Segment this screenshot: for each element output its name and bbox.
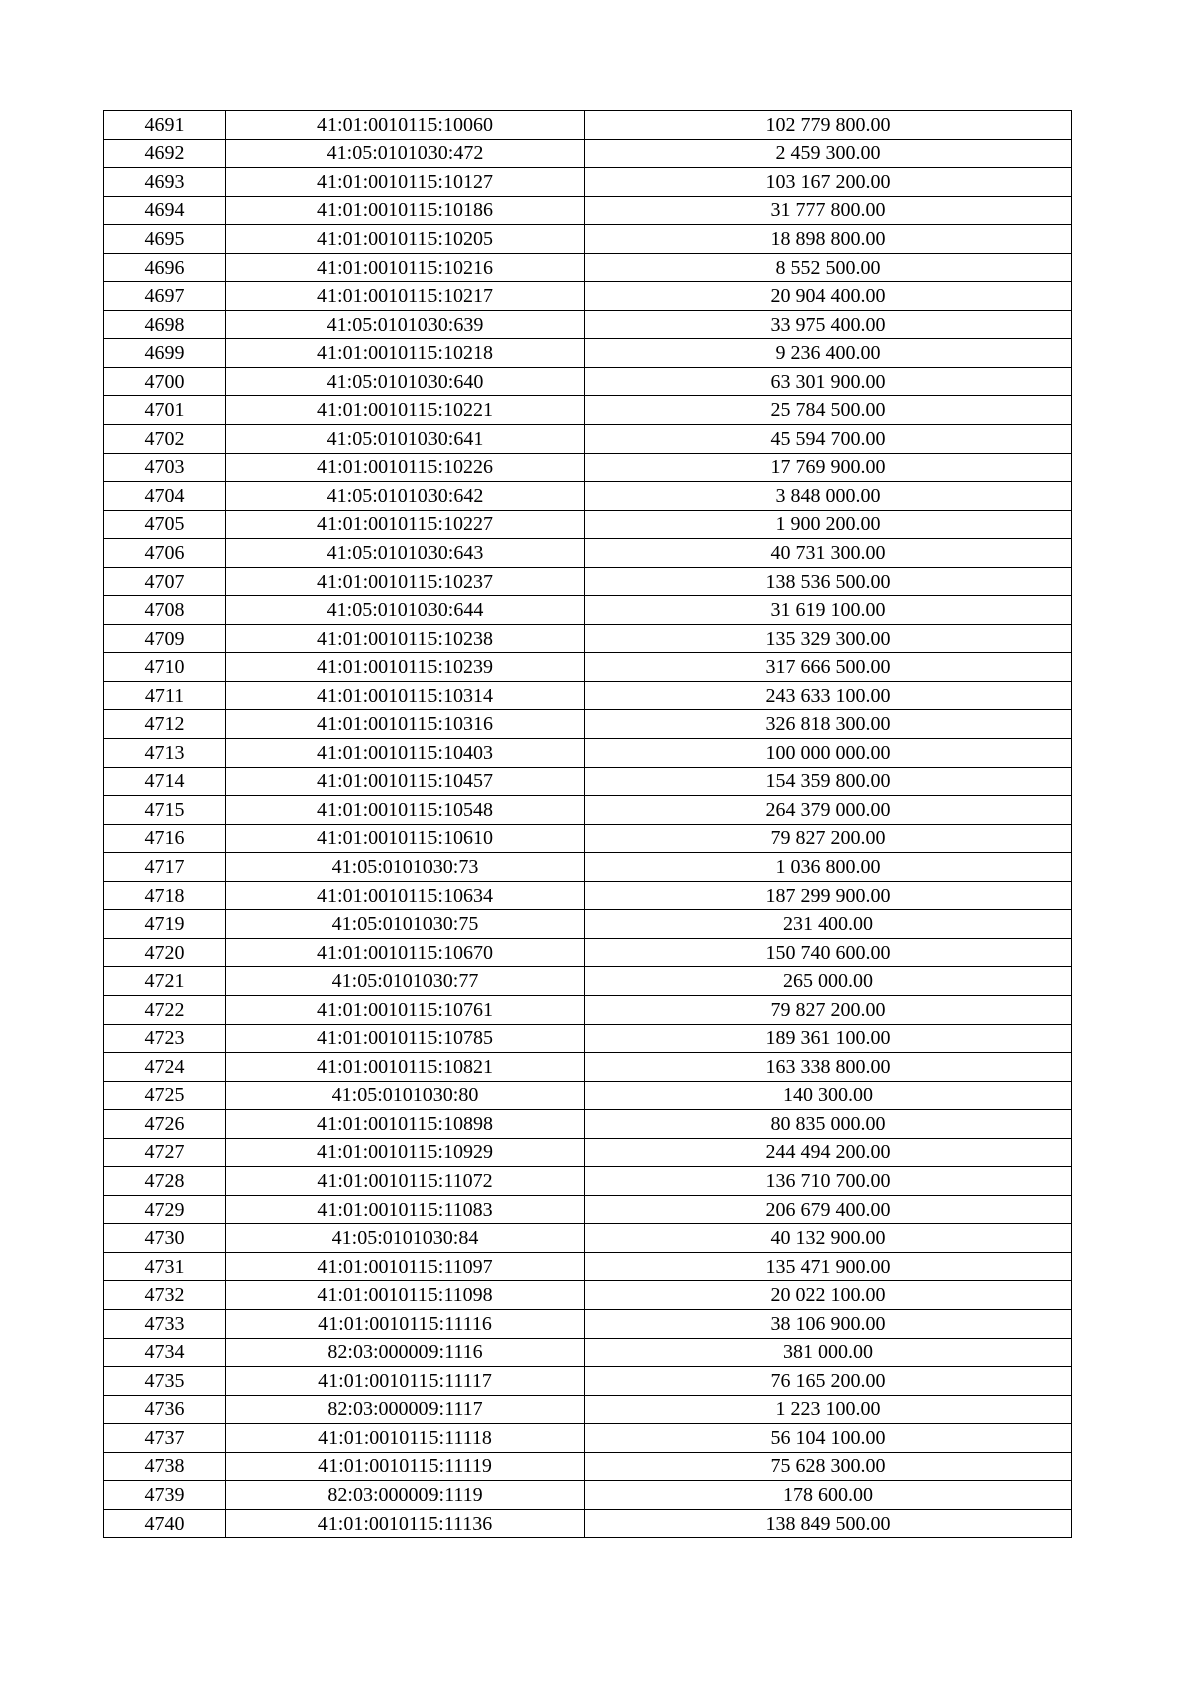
table-row — [104, 1252, 1072, 1281]
row-number-cell: 4730 — [104, 1224, 226, 1253]
row-number-cell: 4732 — [104, 1281, 226, 1310]
cadastral-value-cell: 100 000 000.00 — [585, 739, 1072, 768]
table-row — [104, 282, 1072, 311]
cadastral-value-cell: 2 459 300.00 — [585, 139, 1072, 168]
row-number-cell: 4727 — [104, 1138, 226, 1167]
cadastral-number-cell: 41:01:0010115:10821 — [226, 1053, 585, 1082]
cadastral-value-cell: 150 740 600.00 — [585, 938, 1072, 967]
table-row — [104, 1452, 1072, 1481]
row-number-cell: 4704 — [104, 482, 226, 511]
cadastral-value-cell: 136 710 700.00 — [585, 1167, 1072, 1196]
cadastral-value-cell: 25 784 500.00 — [585, 396, 1072, 425]
table-row — [104, 881, 1072, 910]
cadastral-value-cell: 231 400.00 — [585, 910, 1072, 939]
table-row — [104, 139, 1072, 168]
cadastral-number-cell: 82:03:000009:1119 — [226, 1481, 585, 1510]
cadastral-number-cell: 41:01:0010115:10205 — [226, 225, 585, 254]
cadastral-number-cell: 41:05:0101030:84 — [226, 1224, 585, 1253]
cadastral-number-cell: 41:01:0010115:10226 — [226, 453, 585, 482]
row-number-cell: 4692 — [104, 139, 226, 168]
row-number-cell: 4699 — [104, 339, 226, 368]
cadastral-value-cell: 8 552 500.00 — [585, 253, 1072, 282]
table-row — [104, 796, 1072, 825]
row-number-cell: 4715 — [104, 796, 226, 825]
cadastral-value-cell: 206 679 400.00 — [585, 1195, 1072, 1224]
cadastral-number-cell: 41:01:0010115:10218 — [226, 339, 585, 368]
table-row — [104, 339, 1072, 368]
table-row — [104, 1367, 1072, 1396]
cadastral-number-cell: 41:01:0010115:10221 — [226, 396, 585, 425]
table-row — [104, 168, 1072, 197]
cadastral-number-cell: 41:01:0010115:10060 — [226, 111, 585, 140]
row-number-cell: 4721 — [104, 967, 226, 996]
table-row — [104, 653, 1072, 682]
cadastral-number-cell: 41:01:0010115:11136 — [226, 1509, 585, 1538]
row-number-cell: 4696 — [104, 253, 226, 282]
cadastral-number-cell: 41:01:0010115:10238 — [226, 624, 585, 653]
row-number-cell: 4697 — [104, 282, 226, 311]
cadastral-number-cell: 41:05:0101030:641 — [226, 425, 585, 454]
row-number-cell: 4693 — [104, 168, 226, 197]
cadastral-value-cell: 80 835 000.00 — [585, 1110, 1072, 1139]
cadastral-value-cell: 140 300.00 — [585, 1081, 1072, 1110]
row-number-cell: 4698 — [104, 310, 226, 339]
cadastral-number-cell: 41:01:0010115:11072 — [226, 1167, 585, 1196]
cadastral-value-cell: 381 000.00 — [585, 1338, 1072, 1367]
table-row — [104, 1024, 1072, 1053]
table-row — [104, 1424, 1072, 1453]
cadastral-number-cell: 41:01:0010115:11098 — [226, 1281, 585, 1310]
cadastral-number-cell: 41:01:0010115:11119 — [226, 1452, 585, 1481]
row-number-cell: 4703 — [104, 453, 226, 482]
cadastral-number-cell: 41:01:0010115:10237 — [226, 567, 585, 596]
row-number-cell: 4706 — [104, 539, 226, 568]
row-number-cell: 4714 — [104, 767, 226, 796]
cadastral-value-cell: 1 223 100.00 — [585, 1395, 1072, 1424]
cadastral-number-cell: 82:03:000009:1116 — [226, 1338, 585, 1367]
table-row — [104, 425, 1072, 454]
cadastral-value-cell: 31 777 800.00 — [585, 196, 1072, 225]
table-row — [104, 482, 1072, 511]
cadastral-value-cell: 20 904 400.00 — [585, 282, 1072, 311]
cadastral-value-cell: 56 104 100.00 — [585, 1424, 1072, 1453]
table-row — [104, 1309, 1072, 1338]
cadastral-value-cell: 1 036 800.00 — [585, 853, 1072, 882]
row-number-cell: 4719 — [104, 910, 226, 939]
cadastral-value-cell: 3 848 000.00 — [585, 482, 1072, 511]
row-number-cell: 4724 — [104, 1053, 226, 1082]
row-number-cell: 4728 — [104, 1167, 226, 1196]
cadastral-number-cell: 41:01:0010115:10227 — [226, 510, 585, 539]
table-row — [104, 1167, 1072, 1196]
cadastral-value-cell: 38 106 900.00 — [585, 1309, 1072, 1338]
row-number-cell: 4735 — [104, 1367, 226, 1396]
cadastral-number-cell: 41:01:0010115:10610 — [226, 824, 585, 853]
row-number-cell: 4701 — [104, 396, 226, 425]
cadastral-value-cell: 163 338 800.00 — [585, 1053, 1072, 1082]
cadastral-number-cell: 41:01:0010115:10186 — [226, 196, 585, 225]
cadastral-number-cell: 41:01:0010115:10785 — [226, 1024, 585, 1053]
cadastral-value-cell: 75 628 300.00 — [585, 1452, 1072, 1481]
table-row — [104, 1053, 1072, 1082]
cadastral-value-cell: 135 329 300.00 — [585, 624, 1072, 653]
cadastral-value-cell: 9 236 400.00 — [585, 339, 1072, 368]
table-row — [104, 767, 1072, 796]
cadastral-number-cell: 41:01:0010115:10634 — [226, 881, 585, 910]
cadastral-value-cell: 18 898 800.00 — [585, 225, 1072, 254]
table-row — [104, 1395, 1072, 1424]
cadastral-number-cell: 41:01:0010115:10898 — [226, 1110, 585, 1139]
cadastral-value-cell: 138 849 500.00 — [585, 1509, 1072, 1538]
row-number-cell: 4733 — [104, 1309, 226, 1338]
cadastral-number-cell: 41:05:0101030:644 — [226, 596, 585, 625]
table-row — [104, 1110, 1072, 1139]
row-number-cell: 4734 — [104, 1338, 226, 1367]
row-number-cell: 4710 — [104, 653, 226, 682]
cadastral-number-cell: 41:01:0010115:10670 — [226, 938, 585, 967]
table-row — [104, 681, 1072, 710]
cadastral-number-cell: 41:01:0010115:11097 — [226, 1252, 585, 1281]
table-row — [104, 1509, 1072, 1538]
row-number-cell: 4712 — [104, 710, 226, 739]
cadastral-value-cell: 244 494 200.00 — [585, 1138, 1072, 1167]
row-number-cell: 4738 — [104, 1452, 226, 1481]
cadastral-number-cell: 41:01:0010115:10127 — [226, 168, 585, 197]
table-row — [104, 1195, 1072, 1224]
cadastral-value-cell: 265 000.00 — [585, 967, 1072, 996]
table-row — [104, 910, 1072, 939]
cadastral-value-cell: 45 594 700.00 — [585, 425, 1072, 454]
cadastral-value-cell: 103 167 200.00 — [585, 168, 1072, 197]
table-row — [104, 739, 1072, 768]
cadastral-number-cell: 41:05:0101030:80 — [226, 1081, 585, 1110]
row-number-cell: 4709 — [104, 624, 226, 653]
row-number-cell: 4700 — [104, 367, 226, 396]
row-number-cell: 4723 — [104, 1024, 226, 1053]
row-number-cell: 4707 — [104, 567, 226, 596]
cadastral-number-cell: 41:01:0010115:10457 — [226, 767, 585, 796]
cadastral-value-cell: 178 600.00 — [585, 1481, 1072, 1510]
cadastral-value-cell: 31 619 100.00 — [585, 596, 1072, 625]
table-row — [104, 1138, 1072, 1167]
cadastral-value-cell: 102 779 800.00 — [585, 111, 1072, 140]
table-row — [104, 225, 1072, 254]
cadastral-value-cell: 20 022 100.00 — [585, 1281, 1072, 1310]
row-number-cell: 4740 — [104, 1509, 226, 1538]
cadastral-number-cell: 41:05:0101030:73 — [226, 853, 585, 882]
cadastral-value-cell: 33 975 400.00 — [585, 310, 1072, 339]
cadastral-value-cell: 243 633 100.00 — [585, 681, 1072, 710]
cadastral-value-cell: 326 818 300.00 — [585, 710, 1072, 739]
cadastral-number-cell: 41:01:0010115:10761 — [226, 995, 585, 1024]
cadastral-value-cell: 154 359 800.00 — [585, 767, 1072, 796]
table-row — [104, 567, 1072, 596]
row-number-cell: 4702 — [104, 425, 226, 454]
row-number-cell: 4729 — [104, 1195, 226, 1224]
table-row — [104, 596, 1072, 625]
cadastral-value-cell: 317 666 500.00 — [585, 653, 1072, 682]
cadastral-number-cell: 41:01:0010115:10548 — [226, 796, 585, 825]
table-row — [104, 1481, 1072, 1510]
cadastral-value-cell: 17 769 900.00 — [585, 453, 1072, 482]
cadastral-value-cell: 79 827 200.00 — [585, 824, 1072, 853]
table-row — [104, 396, 1072, 425]
cadastral-value-cell: 189 361 100.00 — [585, 1024, 1072, 1053]
cadastral-value-cell: 63 301 900.00 — [585, 367, 1072, 396]
cadastral-number-cell: 41:05:0101030:75 — [226, 910, 585, 939]
row-number-cell: 4722 — [104, 995, 226, 1024]
table-row — [104, 539, 1072, 568]
table-row — [104, 1281, 1072, 1310]
table-row — [104, 938, 1072, 967]
cadastral-value-cell: 135 471 900.00 — [585, 1252, 1072, 1281]
cadastral-number-cell: 41:01:0010115:10316 — [226, 710, 585, 739]
table-row — [104, 111, 1072, 140]
table-row — [104, 1224, 1072, 1253]
table-row — [104, 1081, 1072, 1110]
table-row — [104, 196, 1072, 225]
row-number-cell: 4713 — [104, 739, 226, 768]
row-number-cell: 4716 — [104, 824, 226, 853]
table-row — [104, 995, 1072, 1024]
table-body — [104, 111, 1072, 1538]
cadastral-number-cell: 41:01:0010115:10239 — [226, 653, 585, 682]
row-number-cell: 4691 — [104, 111, 226, 140]
row-number-cell: 4726 — [104, 1110, 226, 1139]
row-number-cell: 4705 — [104, 510, 226, 539]
row-number-cell: 4711 — [104, 681, 226, 710]
table-row — [104, 367, 1072, 396]
row-number-cell: 4736 — [104, 1395, 226, 1424]
cadastral-value-cell: 79 827 200.00 — [585, 995, 1072, 1024]
cadastral-value-cell: 138 536 500.00 — [585, 567, 1072, 596]
table-row — [104, 710, 1072, 739]
cadastral-value-cell: 76 165 200.00 — [585, 1367, 1072, 1396]
cadastral-number-cell: 41:01:0010115:10217 — [226, 282, 585, 311]
cadastral-value-cell: 264 379 000.00 — [585, 796, 1072, 825]
cadastral-number-cell: 41:01:0010115:10403 — [226, 739, 585, 768]
row-number-cell: 4737 — [104, 1424, 226, 1453]
cadastral-value-table — [103, 110, 1072, 1538]
cadastral-value-cell: 1 900 200.00 — [585, 510, 1072, 539]
cadastral-number-cell: 41:01:0010115:11118 — [226, 1424, 585, 1453]
row-number-cell: 4731 — [104, 1252, 226, 1281]
cadastral-number-cell: 41:01:0010115:11083 — [226, 1195, 585, 1224]
cadastral-number-cell: 41:05:0101030:639 — [226, 310, 585, 339]
cadastral-number-cell: 41:01:0010115:10929 — [226, 1138, 585, 1167]
cadastral-number-cell: 41:05:0101030:642 — [226, 482, 585, 511]
cadastral-value-cell: 40 731 300.00 — [585, 539, 1072, 568]
table-row — [104, 853, 1072, 882]
cadastral-number-cell: 41:05:0101030:77 — [226, 967, 585, 996]
cadastral-number-cell: 41:01:0010115:10314 — [226, 681, 585, 710]
row-number-cell: 4739 — [104, 1481, 226, 1510]
cadastral-number-cell: 41:01:0010115:11116 — [226, 1309, 585, 1338]
table-row — [104, 967, 1072, 996]
cadastral-number-cell: 41:05:0101030:643 — [226, 539, 585, 568]
row-number-cell: 4720 — [104, 938, 226, 967]
table-row — [104, 824, 1072, 853]
row-number-cell: 4695 — [104, 225, 226, 254]
row-number-cell: 4725 — [104, 1081, 226, 1110]
row-number-cell: 4717 — [104, 853, 226, 882]
cadastral-number-cell: 41:05:0101030:640 — [226, 367, 585, 396]
cadastral-number-cell: 41:05:0101030:472 — [226, 139, 585, 168]
table-row — [104, 510, 1072, 539]
row-number-cell: 4694 — [104, 196, 226, 225]
row-number-cell: 4718 — [104, 881, 226, 910]
table-row — [104, 253, 1072, 282]
table-row — [104, 453, 1072, 482]
table-row — [104, 1338, 1072, 1367]
cadastral-value-cell: 40 132 900.00 — [585, 1224, 1072, 1253]
cadastral-number-cell: 41:01:0010115:11117 — [226, 1367, 585, 1396]
table-row — [104, 624, 1072, 653]
row-number-cell: 4708 — [104, 596, 226, 625]
cadastral-number-cell: 82:03:000009:1117 — [226, 1395, 585, 1424]
cadastral-number-cell: 41:01:0010115:10216 — [226, 253, 585, 282]
table-row — [104, 310, 1072, 339]
cadastral-value-cell: 187 299 900.00 — [585, 881, 1072, 910]
